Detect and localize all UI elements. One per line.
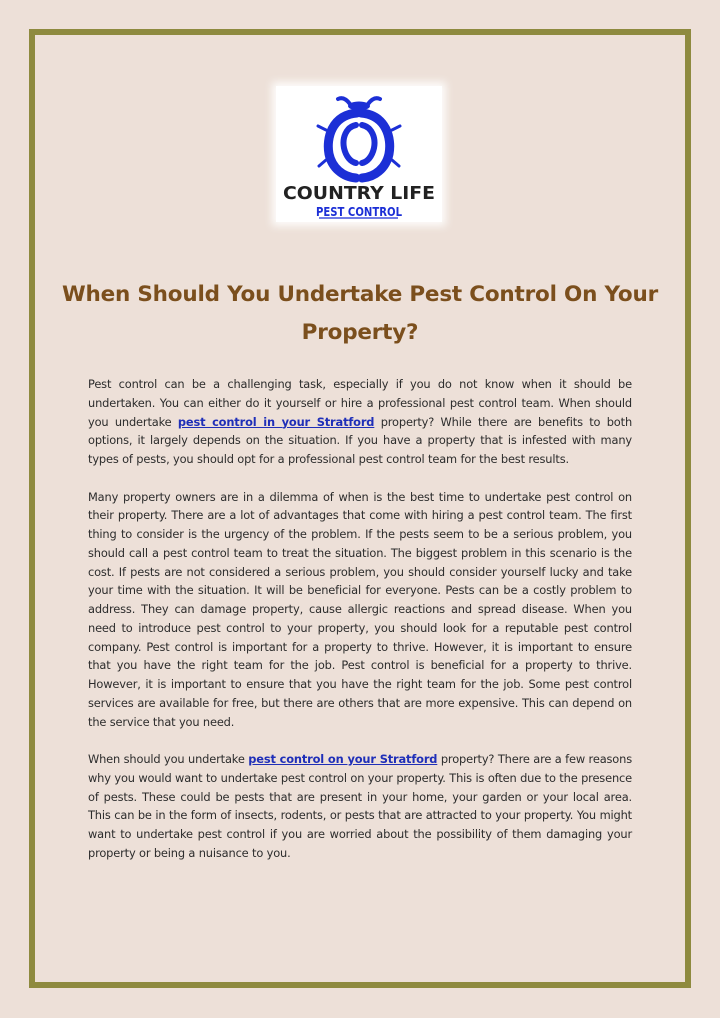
article-body [88, 375, 632, 881]
company-logo [276, 86, 442, 222]
paragraph-1-text-start: Pest control can be a challenging task, especially if you do not know when it should be undertaken. You can either do it yourself or hire a professional pest control team. When should you undertake [88, 377, 632, 429]
page-title: When Should You Undertake Pest Control On Your Property? [62, 282, 658, 346]
brand-name: COUNTRY LIFE [283, 184, 435, 204]
stratford-pest-control-link-1[interactable]: pest control in your Stratford [177, 414, 375, 429]
brand-subtitle: PEST CONTROL [316, 204, 403, 219]
paragraph-3-text-end: property? There are a few reasons why you would want to undertake pest control on your property. This is often due to the presence of pests. These could be pests that are present in your home, your garden or your local area. This can be in the form of insects, rodents, or pests that are attracted to your property. You might want to undertake pest control if you are worried about the possibility of them damaging your property or being a nuisance to you. [88, 752, 632, 860]
stratford-pest-control-link-2[interactable]: pest control on your Stratford [248, 752, 438, 766]
cl-beetle-monogram-icon [318, 98, 400, 178]
paragraph-1-text-end: property? While there are benefits to both options, it largely depends on the situation. If you have a property that is infested with many types of pests, you should opt for a professional pest control team for the best results. [88, 414, 633, 466]
paragraph-2: Many property owners are in a dilemma of when is the best time to undertake pest control on their property. There are a lot of advantages that come with hiring a pest control team. The first thing to consider is the urgency of the problem. If the pests seem to be a serious problem, you should call a pest control team to treat the situation. The biggest problem in this scenario is the cost. If pests are not considered a serious problem, you should consider yourself lucky and take your time with the situation. It will be beneficial for everyone. Pests can be a costly problem to address. They can damage property, cause allergic reactions and spread disease. When you need to introduce pest control to your property, you should look for a reputable pest control company. Pest control is important for a property to thrive. However, it is important to ensure that you have the right team for the job. Pest control is beneficial for a property to thrive. However, it is important to ensure that you have the right team for the job. Some pest control services are available for free, but there are others that are more expensive. This can depend on the service that you need. [88, 489, 632, 729]
paragraph-3 [88, 750, 632, 863]
paragraph-1 [88, 375, 632, 469]
paragraph-3-text-start: When should you undertake [88, 752, 249, 766]
